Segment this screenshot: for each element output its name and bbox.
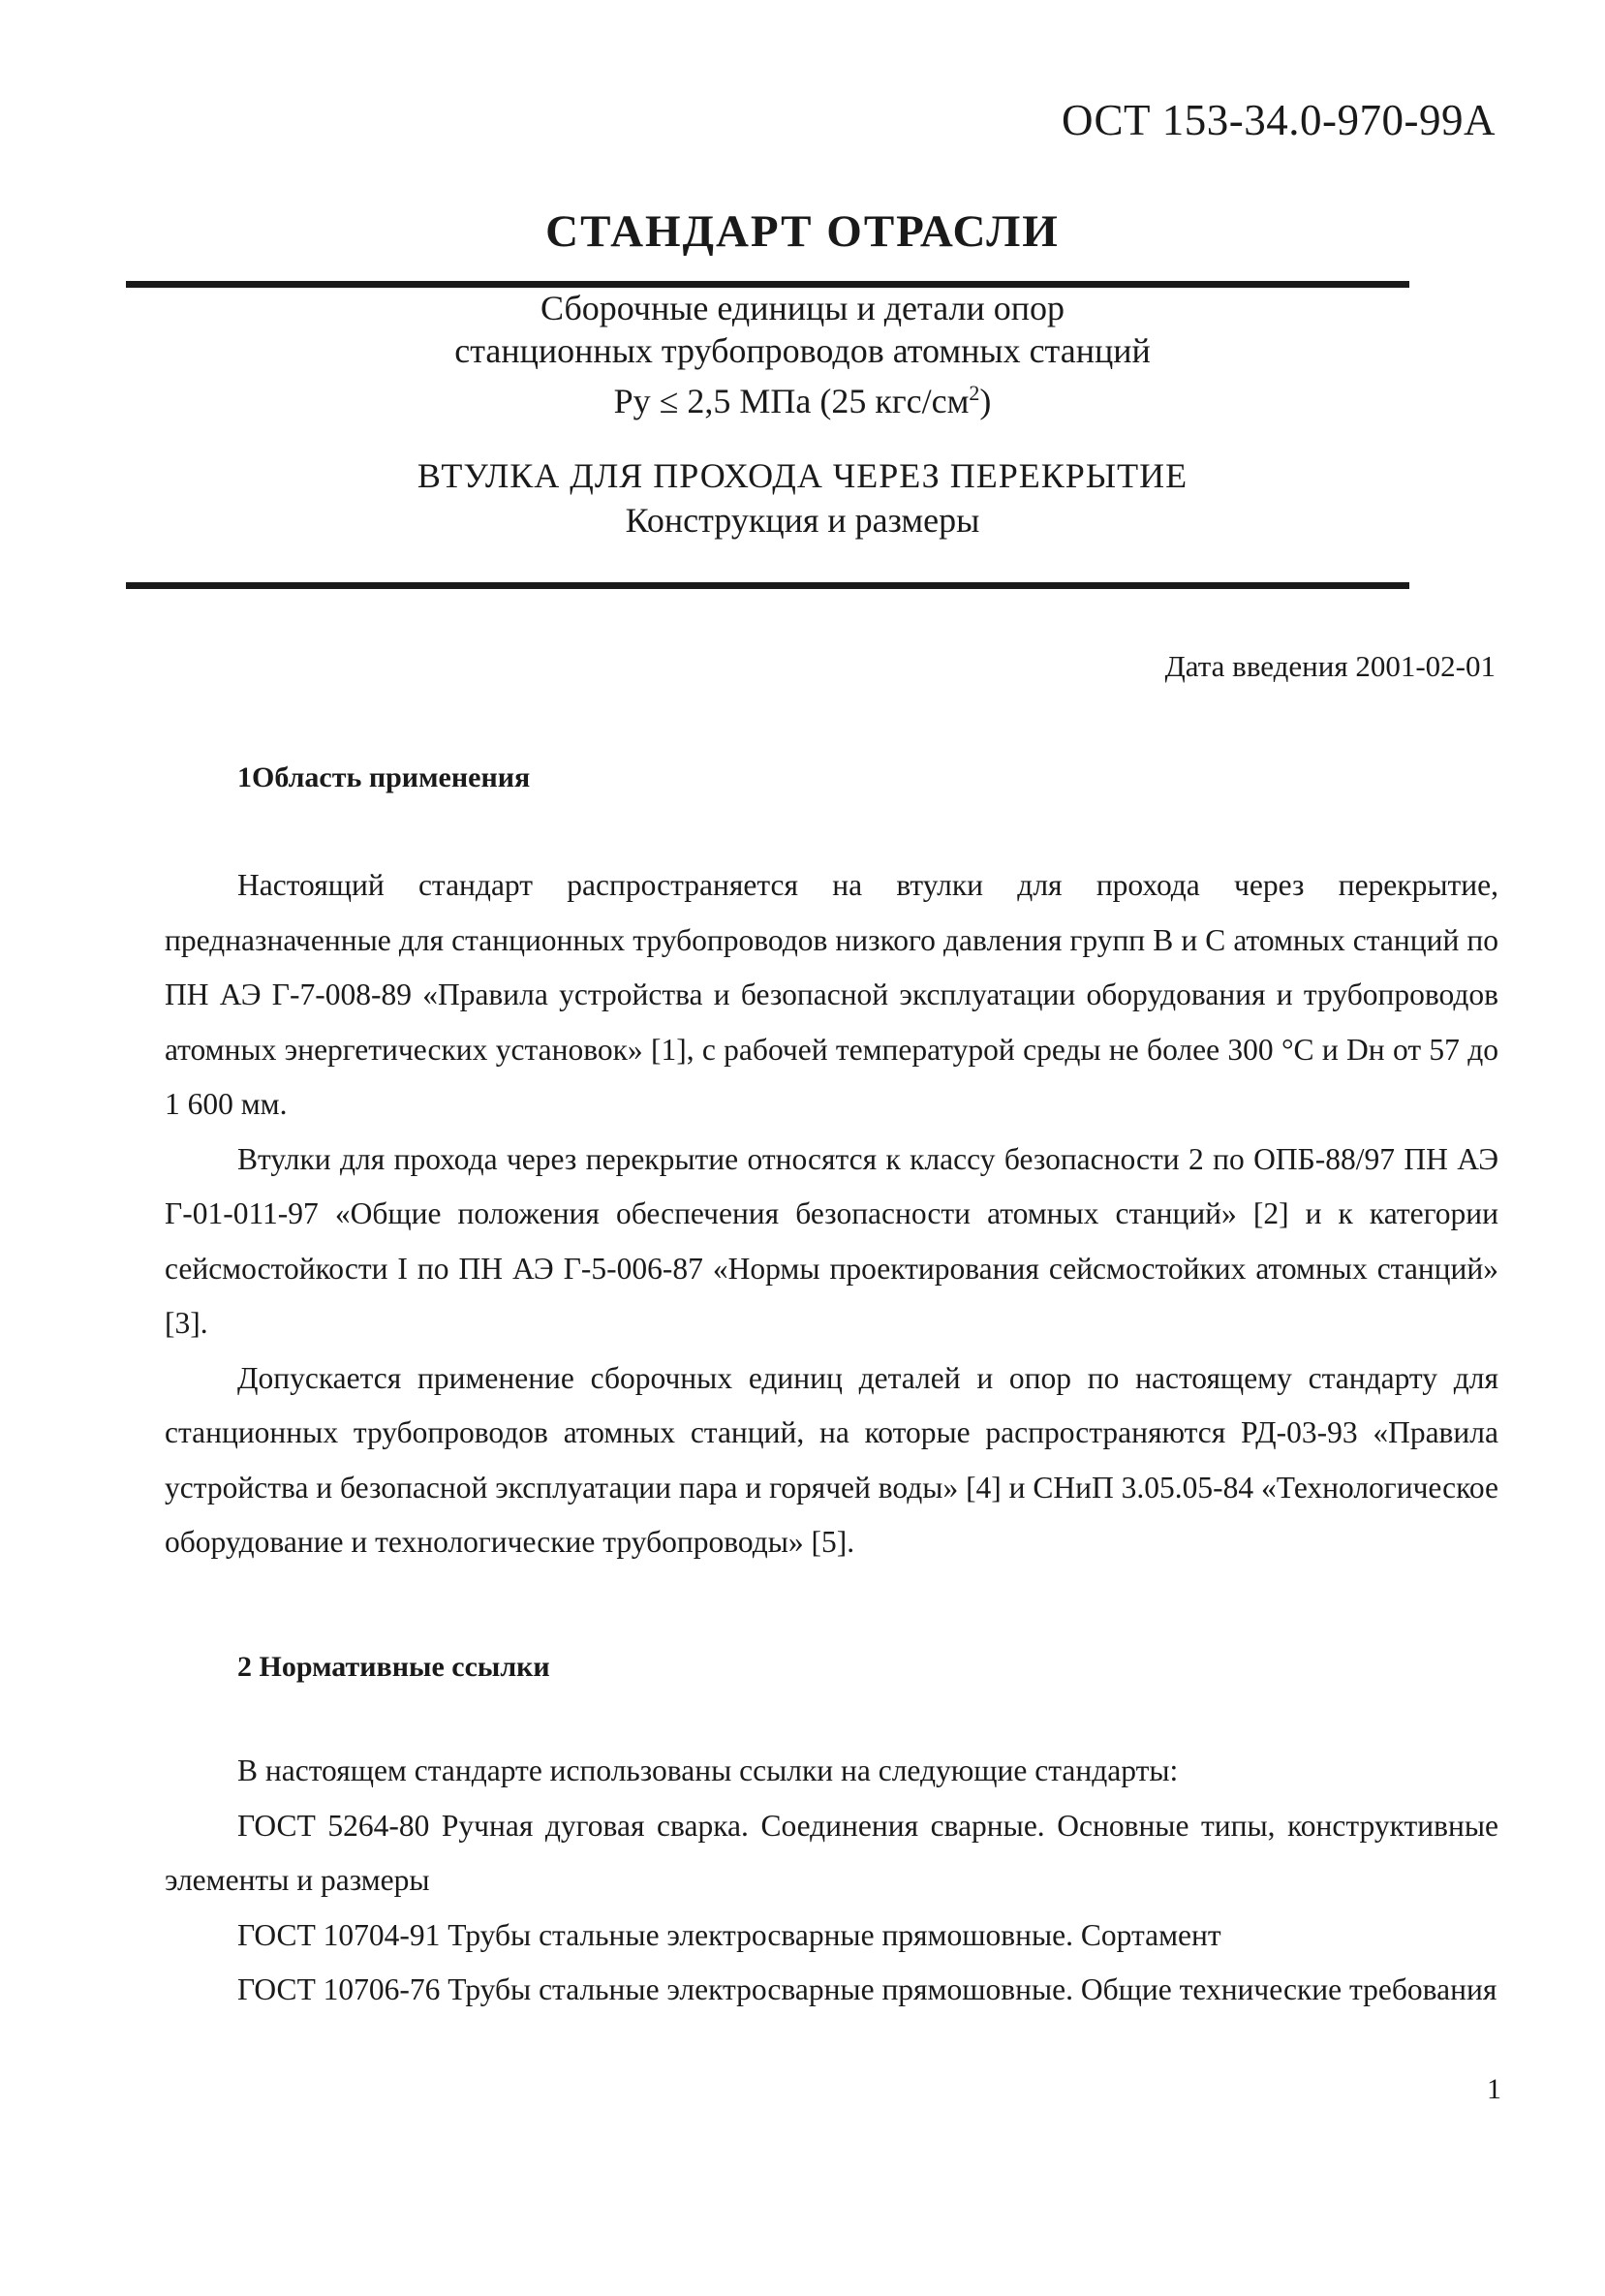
- pressure-close: ): [979, 382, 992, 420]
- page-number: 1: [1487, 2073, 1501, 2105]
- document-subtitle: [0, 287, 1605, 422]
- subtitle-line-2: станционных трубопроводов атомных станций: [454, 331, 1151, 370]
- document-title: СТАНДАРТ ОТРАСЛИ: [545, 206, 1060, 257]
- section-2-body: [165, 1744, 1498, 2018]
- section-2-heading: 2 Нормативные ссылки: [237, 1651, 550, 1683]
- product-name: ВТУЛКА ДЛЯ ПРОХОДА ЧЕРЕЗ ПЕРЕКРЫТИЕ: [417, 456, 1188, 495]
- reference-item: ГОСТ 10704-91 Трубы стальные электросварные прямошовные. Сортамент: [237, 1917, 1221, 1952]
- introduction-date: Дата введения 2001-02-01: [1164, 649, 1496, 683]
- subtitle-line-1: Сборочные единицы и детали опор: [540, 289, 1065, 327]
- section-1-paragraph: Настоящий стандарт распространяется на втулки для прохода через перекрытие, предназначенные для станционных трубопроводов низкого давления групп В и С атомных станций по ПН АЭ Г-7-008-89 «Правила устройства и безопасной эксплуатации оборудования и трубопроводов атомных энергетических установок» [1], с рабочей температурой среды не более 300 °С и Dн от 57 до 1 600 мм.: [165, 868, 1498, 1121]
- reference-item: ГОСТ 5264-80 Ручная дуговая сварка. Соединения сварные. Основные типы, конструктивные элементы и размеры: [165, 1808, 1498, 1897]
- section-2-paragraph: В настоящем стандарте использованы ссылки на следующие стандарты:: [237, 1753, 1179, 1787]
- pressure-text: Ру ≤ 2,5 МПа (25 кгс/см: [613, 382, 970, 420]
- section-1-heading: 1Область применения: [237, 761, 531, 793]
- subtitle-line-3: [0, 372, 1605, 422]
- product-block: [0, 453, 1605, 543]
- product-subname: Конструкция и размеры: [625, 501, 980, 540]
- document-code: ОСТ 153-34.0-970-99А: [1061, 96, 1496, 144]
- pressure-superscript: 2: [969, 381, 980, 405]
- bottom-rule: [126, 582, 1409, 589]
- section-1-body: [165, 858, 1498, 1570]
- section-1-paragraph: Допускается применение сборочных единиц деталей и опор по настоящему стандарту для станционных трубопроводов атомных станций, на которые распространяются РД-03-93 «Правила устройства и безопасной эксплуатации пара и горячей воды» [4] и СНиП 3.05.05-84 «Технологическое оборудование и технологические трубопроводы» [5].: [165, 1360, 1498, 1559]
- section-1-paragraph: Втулки для прохода через перекрытие относятся к классу безопасности 2 по ОПБ-88/97 ПН АЭ Г-01-011-97 «Общие положения обеспечения безопасности атомных станций» [2] и к категории сейсмостойкости I по ПН АЭ Г-5-006-87 «Нормы проектирования сейсмостойких атомных станций» [3].: [165, 1141, 1498, 1340]
- reference-item: ГОСТ 10706-76 Трубы стальные электросварные прямошовные. Общие технические требования: [237, 1972, 1497, 2006]
